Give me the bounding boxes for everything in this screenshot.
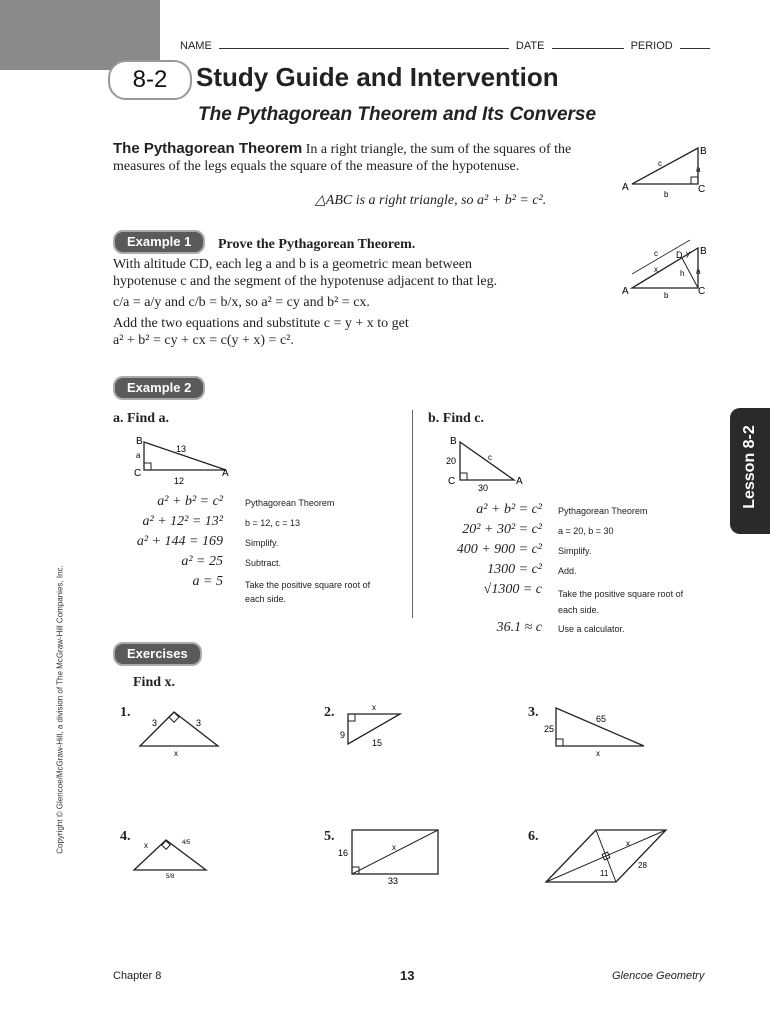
step-equation: 1300 = c² — [487, 562, 542, 577]
name-field[interactable] — [219, 48, 509, 49]
diagram-label: c — [488, 453, 492, 462]
step-equation: a² + b² = c² — [157, 494, 223, 509]
diagram-label: 25 — [544, 724, 555, 734]
diagram-label: A — [622, 286, 629, 297]
diagram-label: C — [698, 286, 706, 297]
diagram-label: D — [676, 250, 683, 260]
page-title: Study Guide and Intervention — [196, 62, 559, 92]
exercise-5-figure[interactable] — [334, 826, 444, 888]
diagram-label: a — [696, 165, 701, 174]
lesson-number: 8-2 — [108, 60, 192, 100]
diagram-label: x — [392, 843, 396, 852]
diagram-label: c — [654, 249, 658, 258]
diagram-label: 11 — [600, 869, 609, 878]
diagram-label: x — [596, 749, 600, 758]
name-label: NAME — [180, 40, 212, 52]
intro-heading: The Pythagorean Theorem — [113, 140, 303, 157]
diagram-label: a — [136, 451, 141, 460]
example2-label: Example 2 — [113, 376, 205, 400]
intro-text: In a right triangle, the sum of the squares of the measures of the legs equals the square of the measure of the hypotenuse. — [113, 142, 572, 174]
step-equation: a² = 25 — [181, 554, 223, 569]
step-note: Add. — [558, 566, 577, 576]
exercise-number: 5. — [324, 829, 335, 844]
exercise-4-figure[interactable] — [130, 826, 220, 882]
example1-line: With altitude CD, each leg a and b is a geometric mean between — [113, 257, 473, 272]
exercise-number: 3. — [528, 705, 539, 720]
diagram-label: x — [626, 839, 630, 848]
diagram-label: b — [664, 291, 669, 300]
step-note: Simplify. — [245, 538, 279, 548]
step-note: Pythagorean Theorem — [558, 506, 648, 516]
diagram-label: A — [622, 182, 629, 193]
diagram-label: B — [700, 246, 707, 257]
example2a-heading: a. Find a. — [113, 411, 170, 426]
step-equation: √1300 = c — [483, 582, 542, 597]
diagram-label: x — [174, 749, 178, 758]
footer-publisher: Glencoe Geometry — [612, 970, 705, 982]
label: B — [700, 146, 707, 157]
diagram-label: x — [372, 703, 376, 712]
exercises-label: Exercises — [113, 642, 202, 666]
diagram-label: A — [516, 476, 523, 487]
diagram-label: 9 — [340, 730, 346, 740]
step-note: Pythagorean Theorem — [245, 498, 335, 508]
step-equation: a² + 12² = 13² — [142, 514, 223, 529]
copyright-notice: Copyright © Glencoe/McGraw-Hill, a division of The McGraw-Hill Companies, Inc. — [55, 565, 65, 854]
step-note: Subtract. — [245, 558, 282, 568]
example2a-triangle — [130, 434, 240, 490]
diagram-label: 4/5 — [182, 840, 191, 846]
step-note: Take the positive square root of each side. — [558, 589, 684, 615]
example1-line: a² + b² = cy + cx = c(y + x) = c². — [113, 333, 294, 348]
example1-body — [113, 256, 593, 349]
intro-triangle-diagram — [620, 140, 710, 200]
exercise-number: 2. — [324, 705, 335, 720]
diagram-label: 12 — [174, 476, 185, 486]
example1-line: c/a = a/y and c/b = b/x, so a² = cy and b² = cx. — [113, 295, 370, 310]
exercise-number: 1. — [120, 705, 131, 720]
diagram-label: B — [450, 436, 457, 447]
example1-label: Example 1 — [113, 230, 205, 254]
diagram-label: 65 — [596, 714, 607, 724]
page-number: 13 — [400, 968, 415, 983]
diagram-label: a — [696, 267, 701, 276]
diagram-label: b — [664, 190, 669, 199]
step-equation: a = 5 — [192, 574, 223, 589]
example2b-heading: b. Find c. — [428, 411, 485, 426]
date-label: DATE — [515, 40, 545, 52]
intro-statement: △ABC is a right triangle, so a² + b² = c². — [315, 193, 547, 208]
step-equation: a² + 144 = 169 — [136, 534, 223, 549]
diagram-label: 13 — [176, 444, 187, 454]
step-equation: a² + b² = c² — [476, 502, 542, 517]
diagram-label: 33 — [388, 876, 399, 886]
diagram-label: 16 — [338, 848, 349, 858]
page-subtitle: The Pythagorean Theorem and Its Converse — [198, 104, 597, 125]
diagram-label: 3 — [152, 718, 158, 728]
period-field[interactable] — [680, 48, 710, 49]
intro-paragraph — [113, 140, 583, 175]
step-note: Take the positive square root of each side. — [245, 580, 371, 604]
example1-line: hypotenuse c and the segment of the hypotenuse adjacent to that leg. — [113, 274, 498, 289]
step-note: b = 12, c = 13 — [245, 518, 301, 528]
exercise-1-figure[interactable] — [130, 700, 230, 760]
diagram-label: 30 — [478, 483, 489, 493]
date-field[interactable] — [552, 48, 624, 49]
diagram-label: 5/8 — [166, 874, 175, 880]
step-note: Use a calculator. — [558, 624, 625, 634]
footer-chapter: Chapter 8 — [113, 970, 162, 982]
example2a-steps — [113, 494, 408, 604]
exercise-number: 4. — [120, 829, 131, 844]
example1-line: Add the two equations and substitute c = y + x to get — [113, 316, 409, 331]
diagram-label: 15 — [372, 738, 383, 748]
diagram-label: C — [698, 184, 706, 195]
step-note: Simplify. — [558, 546, 592, 556]
exercise-2-figure[interactable] — [334, 700, 414, 760]
step-equation: 400 + 900 = c² — [456, 542, 542, 557]
altitude-triangle-diagram — [620, 238, 715, 300]
example2b-steps — [420, 502, 730, 640]
diagram-label: 20 — [446, 456, 457, 466]
diagram-label: x — [654, 265, 658, 274]
diagram-label: 3 — [196, 718, 202, 728]
diagram-label: h — [680, 269, 685, 278]
student-info-line — [180, 40, 714, 52]
exercise-number: 6. — [528, 829, 539, 844]
column-divider — [412, 410, 413, 618]
diagram-label: 28 — [638, 861, 647, 870]
diagram-label: B — [136, 436, 143, 447]
diagram-label: C — [448, 476, 456, 487]
exercise-6-figure[interactable] — [540, 826, 670, 888]
exercises-instruction: Find x. — [133, 675, 176, 690]
diagram-label: A — [222, 468, 229, 479]
lesson-tab-label: Lesson 8-2 — [741, 425, 758, 509]
diagram-label: x — [144, 841, 148, 850]
diagram-label: y — [686, 249, 690, 258]
diagram-label: c — [658, 159, 662, 168]
period-label: PERIOD — [630, 40, 673, 52]
step-equation: 36.1 ≈ c — [496, 620, 542, 635]
example1-title: Prove the Pythagorean Theorem. — [218, 237, 416, 252]
example2b-triangle — [444, 434, 544, 496]
step-note: a = 20, b = 30 — [558, 526, 614, 536]
exercise-3-figure[interactable] — [540, 700, 655, 758]
lesson-side-tab — [730, 408, 770, 534]
step-equation: 20² + 30² = c² — [462, 522, 542, 537]
diagram-label: C — [134, 468, 142, 479]
